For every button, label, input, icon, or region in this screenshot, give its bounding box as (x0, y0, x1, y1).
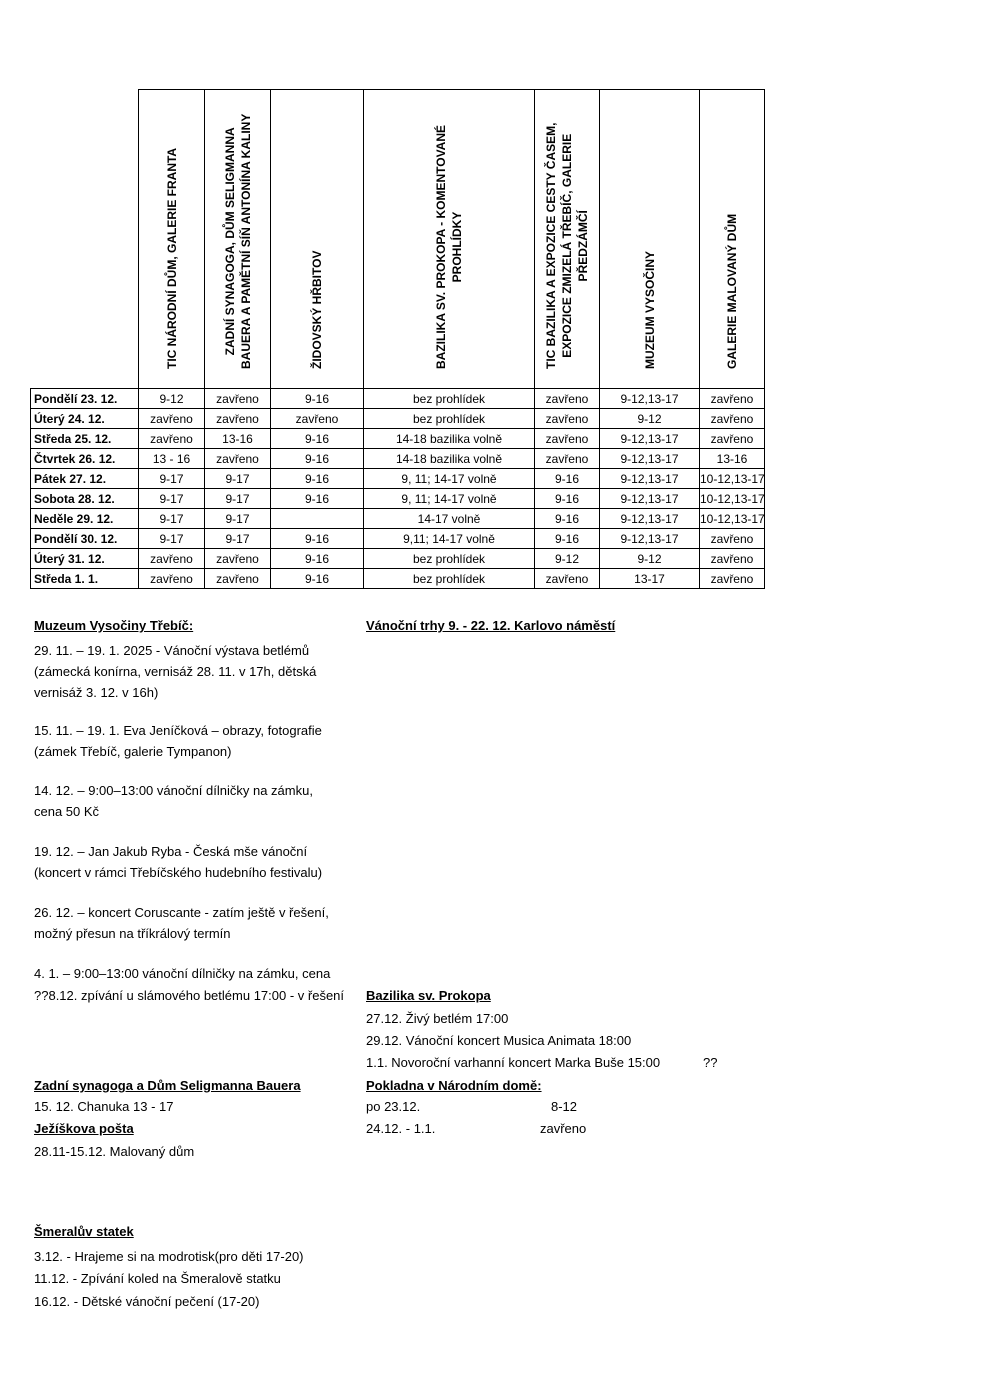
day-cell: Pondělí 23. 12. (31, 389, 139, 409)
hours-cell: zavřeno (139, 549, 205, 569)
hours-cell: 9-16 (271, 549, 364, 569)
header-col (205, 90, 271, 389)
hours-cell: 14-18 bazilika volně (364, 429, 535, 449)
hours-cell: 9-12 (600, 549, 700, 569)
statek-line: 3.12. - Hrajeme si na modrotisk(pro děti 17-20) (34, 1249, 304, 1264)
muzeum-line: ??8.12. zpívání u slámového betlému 17:00 - v řešení (34, 988, 345, 1003)
day-cell: Čtvrtek 26. 12. (31, 449, 139, 469)
hours-cell: 9-17 (139, 469, 205, 489)
hours-cell: bez prohlídek (364, 389, 535, 409)
hours-cell: bez prohlídek (364, 549, 535, 569)
hours-cell: 14-17 volně (364, 509, 535, 529)
synagoga-line: 15. 12. Chanuka 13 - 17 (34, 1099, 174, 1114)
hours-cell: 9-17 (205, 509, 271, 529)
muzeum-line: (koncert v rámci Třebíčského hudebního festivalu) (34, 865, 323, 880)
hours-cell: 9-16 (271, 529, 364, 549)
hours-cell: 13-16 (205, 429, 271, 449)
table-row (31, 489, 765, 509)
header-label (222, 114, 254, 369)
hours-cell: 9-16 (271, 429, 364, 449)
muzeum-line: možný přesun na tříkrálový termín (34, 926, 231, 941)
hours-cell: zavřeno (700, 529, 765, 549)
hours-cell: 9-16 (271, 389, 364, 409)
hours-cell: zavřeno (139, 569, 205, 589)
table-row (31, 429, 765, 449)
hours-cell: 9-17 (205, 529, 271, 549)
header-label-line: BAUERA A PAMĚTNÍ SÍŇ ANTONÍNA KALINY (238, 113, 253, 369)
hours-cell: zavřeno (700, 429, 765, 449)
bazilika-mark: ?? (703, 1055, 718, 1070)
bazilika-heading: Bazilika sv. Prokopa (366, 988, 491, 1003)
pokladna-date: po 23.12. (366, 1099, 421, 1114)
trhy-heading: Vánoční trhy 9. - 22. 12. Karlovo náměstí (366, 618, 616, 633)
hours-cell: 13 - 16 (139, 449, 205, 469)
hours-cell: 9-17 (205, 489, 271, 509)
posta-heading: Ježíškova pošta (34, 1121, 134, 1136)
day-cell: Neděle 29. 12. (31, 509, 139, 529)
hours-cell: 9-16 (271, 449, 364, 469)
header-label-line: TIC BAZILIKA A EXPOZICE CESTY ČASEM, (544, 122, 558, 369)
muzeum-heading: Muzeum Vysočiny Třebíč: (34, 618, 194, 633)
header-label (543, 123, 591, 369)
hours-cell: zavřeno (700, 549, 765, 569)
table-row (31, 469, 765, 489)
hours-cell: 9-12,13-17 (600, 529, 700, 549)
header-col (139, 90, 205, 389)
hours-cell: 10-12,13-17 (700, 489, 765, 509)
posta-line: 28.11-15.12. Malovaný dům (34, 1144, 195, 1159)
header-label (309, 251, 325, 369)
hours-cell: zavřeno (535, 389, 600, 409)
pokladna-date: 24.12. - 1.1. (366, 1121, 436, 1136)
table-row (31, 389, 765, 409)
hours-cell: 10-12,13-17 (700, 469, 765, 489)
muzeum-line: cena 50 Kč (34, 804, 100, 819)
header-label-line: MUZEUM VYSOČINY (642, 250, 657, 369)
muzeum-line: (zámecká konírna, vernisáž 28. 11. v 17h, dětská (34, 664, 317, 679)
header-col (600, 90, 700, 389)
hours-cell: 9-16 (535, 529, 600, 549)
hours-cell: 9-12 (600, 409, 700, 429)
hours-cell: 9-17 (139, 529, 205, 549)
day-cell: Úterý 31. 12. (31, 549, 139, 569)
schedule-table (30, 89, 765, 589)
hours-cell: 9-12,13-17 (600, 429, 700, 449)
hours-cell: 9-17 (139, 509, 205, 529)
hours-cell: 9, 11; 14-17 volně (364, 489, 535, 509)
hours-cell: 9-16 (535, 489, 600, 509)
hours-cell: zavřeno (700, 409, 765, 429)
table-row (31, 509, 765, 529)
pokladna-time: zavřeno (540, 1121, 587, 1136)
hours-cell: 9-12,13-17 (600, 509, 700, 529)
hours-cell: 9-16 (271, 469, 364, 489)
muzeum-line: 19. 12. – Jan Jakub Ryba - Česká mše vánoční (34, 844, 308, 859)
table-row (31, 549, 765, 569)
table-row (31, 449, 765, 469)
day-cell: Úterý 24. 12. (31, 409, 139, 429)
day-cell: Sobota 28. 12. (31, 489, 139, 509)
hours-cell (271, 509, 364, 529)
header-label-line: TIC NÁRODNÍ DŮM, GALERIE FRANTA (164, 147, 179, 369)
header-label (724, 214, 740, 369)
hours-cell: 9-12 (535, 549, 600, 569)
muzeum-line: vernisáž 3. 12. v 16h) (34, 685, 159, 700)
hours-cell: 9-16 (535, 509, 600, 529)
header-label-line: BAZILIKA SV. PROKOPA - KOMENTOVANÉ (434, 124, 448, 369)
statek-line: 16.12. - Dětské vánoční pečení (17-20) (34, 1294, 260, 1309)
hours-cell: zavřeno (139, 429, 205, 449)
muzeum-line: 26. 12. – koncert Coruscante - zatím ještě v řešení, (34, 905, 329, 920)
statek-line: 11.12. - Zpívání koled na Šmeralově statku (34, 1271, 281, 1286)
header-label-line: ŽIDOVSKÝ HŘBITOV (310, 250, 324, 369)
hours-cell: bez prohlídek (364, 569, 535, 589)
day-cell: Středa 25. 12. (31, 429, 139, 449)
hours-cell: 9-12,13-17 (600, 469, 700, 489)
header-col (535, 90, 600, 389)
header-label-line: GALERIE MALOVANÝ DŮM (725, 213, 739, 369)
header-label-line: PŘEDZÁMČÍ (576, 210, 590, 282)
bazilika-line: 29.12. Vánoční koncert Musica Animata 18:00 (366, 1033, 632, 1048)
hours-cell: zavřeno (205, 389, 271, 409)
hours-cell: zavřeno (205, 549, 271, 569)
hours-cell: zavřeno (271, 409, 364, 429)
hours-cell: zavřeno (205, 449, 271, 469)
hours-cell: bez prohlídek (364, 409, 535, 429)
bazilika-line: 27.12. Živý betlém 17:00 (366, 1011, 509, 1026)
hours-cell: 9,11; 14-17 volně (364, 529, 535, 549)
hours-cell: zavřeno (700, 389, 765, 409)
hours-cell: 9-17 (205, 469, 271, 489)
hours-cell: 9-17 (139, 489, 205, 509)
muzeum-line: 14. 12. – 9:00–13:00 vánoční dílničky na zámku, (34, 783, 313, 798)
muzeum-line: 4. 1. – 9:00–13:00 vánoční dílničky na zámku, cena (34, 966, 331, 981)
header-label-line: ZADNÍ SYNAGOGA, DŮM SELIGMANNA (222, 127, 237, 356)
table-row (31, 409, 765, 429)
hours-cell: 9, 11; 14-17 volně (364, 469, 535, 489)
table-row (31, 569, 765, 589)
muzeum-line: (zámek Třebíč, galerie Tympanon) (34, 744, 232, 759)
hours-cell: 9-12,13-17 (600, 449, 700, 469)
hours-cell: 9-16 (535, 469, 600, 489)
hours-cell: 9-12,13-17 (600, 389, 700, 409)
hours-cell: zavřeno (535, 429, 600, 449)
hours-cell: 10-12,13-17 (700, 509, 765, 529)
muzeum-line: 15. 11. – 19. 1. Eva Jeníčková – obrazy, fotografie (34, 723, 322, 738)
header-col (700, 90, 765, 389)
hours-cell: zavřeno (139, 409, 205, 429)
hours-cell: 13-17 (600, 569, 700, 589)
statek-heading: Šmeralův statek (34, 1224, 134, 1239)
bazilika-line: 1.1. Novoroční varhanní koncert Marka Buše 15:00 (366, 1055, 661, 1070)
header-corner (31, 90, 139, 389)
header-label-line: EXPOZICE ZMIZELÁ TŘEBÍČ, GALERIE (560, 133, 574, 358)
pokladna-heading: Pokladna v Národním domě: (366, 1078, 542, 1093)
hours-cell: zavřeno (700, 569, 765, 589)
day-cell: Pondělí 30. 12. (31, 529, 139, 549)
header-label (433, 125, 465, 369)
hours-cell: zavřeno (535, 569, 600, 589)
day-cell: Středa 1. 1. (31, 569, 139, 589)
pokladna-time: 8-12 (551, 1099, 578, 1114)
hours-cell: zavřeno (205, 569, 271, 589)
hours-cell: zavřeno (205, 409, 271, 429)
header-label (642, 251, 658, 369)
header-col (271, 90, 364, 389)
hours-cell: 9-12 (139, 389, 205, 409)
synagoga-heading: Zadní synagoga a Dům Seligmanna Bauera (34, 1078, 301, 1093)
header-label-line: PROHLÍDKY (450, 211, 464, 283)
day-cell: Pátek 27. 12. (31, 469, 139, 489)
hours-cell: 9-16 (271, 489, 364, 509)
hours-cell: zavřeno (535, 449, 600, 469)
hours-cell: zavřeno (535, 409, 600, 429)
hours-cell: 14-18 bazilika volně (364, 449, 535, 469)
muzeum-line: 29. 11. – 19. 1. 2025 - Vánoční výstava betlémů (34, 643, 310, 658)
hours-cell: 13-16 (700, 449, 765, 469)
header-col (364, 90, 535, 389)
schedule-header-row (31, 90, 765, 389)
hours-cell: 9-16 (271, 569, 364, 589)
hours-cell: 9-12,13-17 (600, 489, 700, 509)
header-label (164, 148, 180, 369)
table-row (31, 529, 765, 549)
